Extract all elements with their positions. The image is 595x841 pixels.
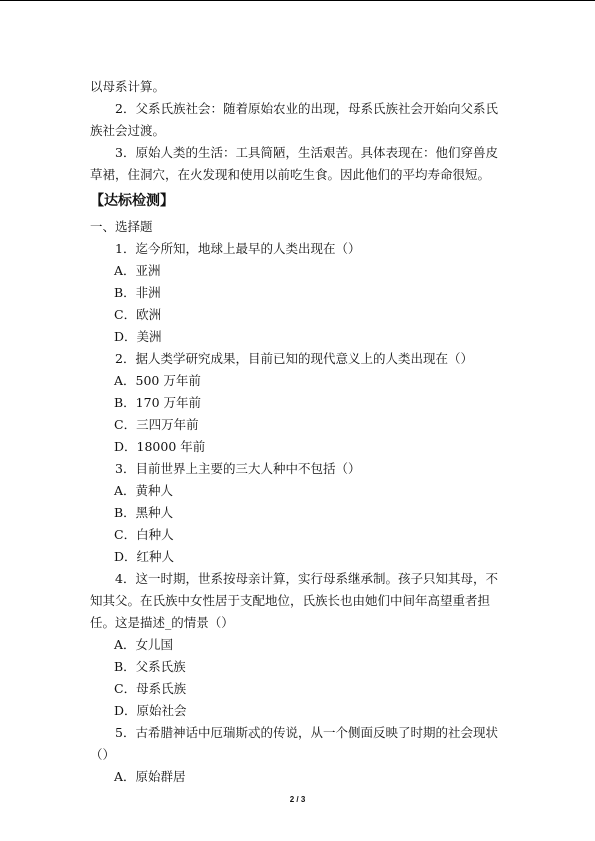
question-stem: 2．据人类学研究成果，目前已知的现代意义上的人类出现在（） [115,351,473,366]
intro-item-3: 3．原始人类的生活：工具简陋，生活艰苦。具体表现在：他们穿兽皮草裙，住洞穴，在火发现和使用以前吃生食。因此他们的平均寿命很短。 [90,145,498,182]
question-stem: 4．这一时期，世系按母亲计算，实行母系继承制。孩子只知其母，不知其父。在氏族中女性居于支配地位，氏族长也由她们中间年高望重者担任。这是描述_的情景（） [90,571,498,630]
option: D．18000 年前 [114,439,206,454]
question-1 [90,238,510,348]
header-rule [0,0,595,1]
option: C．母系氏族 [114,681,187,696]
page-number: 2 / 3 [289,795,306,804]
option: D．美洲 [114,329,162,344]
question-3 [90,458,510,568]
page-content [90,76,510,788]
question-stem: 3．目前世界上主要的三大人种中不包括（） [115,461,361,476]
question-5 [90,722,510,788]
question-stem: 1．迄今所知，地球上最早的人类出现在（） [115,241,361,256]
question-2 [90,348,510,458]
option: C．欧洲 [114,307,162,322]
option: A．500 万年前 [114,373,201,388]
question-4 [90,568,510,722]
option: A．亚洲 [114,263,161,278]
intro-item-2: 2．父系氏族社会：随着原始农业的出现，母系氏族社会开始向父系氏族社会过渡。 [90,101,498,138]
option: B．黑种人 [114,505,174,520]
option: B．非洲 [114,285,161,300]
option: A．女儿国 [114,637,174,652]
section-title: 【达标检测】 [90,193,174,209]
option: C．三四万年前 [114,417,199,432]
option: A．原始群居 [114,769,186,784]
option: D．原始社会 [114,703,187,718]
option: A．黄种人 [114,483,174,498]
option: C．白种人 [114,527,174,542]
option: B．父系氏族 [114,659,186,674]
part-title: 一、选择题 [90,219,153,234]
option: B．170 万年前 [114,395,202,410]
option: D．红种人 [114,549,175,564]
question-stem: 5．古希腊神话中厄瑞斯忒的传说，从一个侧面反映了时期的社会现状（） [90,725,498,762]
intro-line: 以母系计算。 [90,79,166,94]
